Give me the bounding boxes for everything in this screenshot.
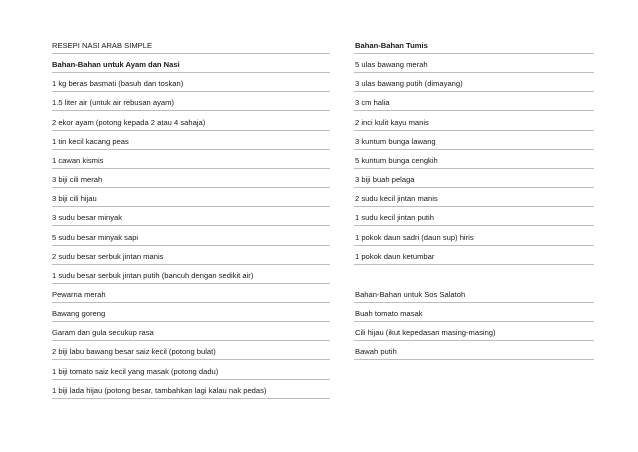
left-row-14: Pewarna merah — [52, 289, 106, 299]
right-row-8: 3 biji buah pelaga — [355, 175, 415, 185]
row-rule — [354, 187, 594, 188]
row-rule — [52, 283, 330, 284]
left-row-16: Garam dan gula secukup rasa — [52, 328, 154, 338]
left-row-18: 1 biji tomato saiz kecil yang masak (potong dadu) — [52, 366, 219, 376]
right-row-2: 5 ulas bawang merah — [355, 60, 428, 70]
right-row-11: 1 pokok daun sadri (daun sup) hiris — [355, 232, 474, 242]
row-rule — [52, 206, 330, 207]
right-row-6: 3 kuntum bunga lawang — [355, 136, 436, 146]
right-row-16: Cili hijau (ikut kepedasan masing-masing) — [355, 328, 496, 338]
row-rule — [52, 359, 330, 360]
row-rule — [354, 72, 594, 73]
row-rule — [354, 245, 594, 246]
row-rule — [52, 379, 330, 380]
row-rule — [354, 53, 594, 54]
left-row-19: 1 biji lada hijau (potong besar, tambahkan lagi kalau nak pedas) — [52, 385, 267, 395]
left-row-6: 1 tin kecil kacang peas — [52, 136, 129, 146]
right-row-4: 3 cm halia — [355, 98, 390, 108]
row-rule — [52, 187, 330, 188]
left-row-17: 2 biji labu bawang besar saiz kecil (potong bulat) — [52, 347, 216, 357]
row-rule — [52, 130, 330, 131]
right-row-7: 5 kuntum bunga cengkih — [355, 155, 438, 165]
row-rule — [52, 340, 330, 341]
right-row-15: Buah tomato masak — [355, 309, 423, 319]
row-rule — [354, 91, 594, 92]
left-row-5: 2 ekor ayam (potong kepada 2 atau 4 sahaja) — [52, 117, 206, 127]
row-rule — [52, 149, 330, 150]
row-rule — [354, 110, 594, 111]
right-row-1: Bahan-Bahan Tumis — [355, 41, 428, 50]
row-rule — [354, 149, 594, 150]
left-row-12: 2 sudu besar serbuk jintan manis — [52, 251, 164, 261]
left-row-2: Bahan-Bahan untuk Ayam dan Nasi — [52, 60, 180, 70]
left-row-9: 3 biji cili hijau — [52, 194, 97, 204]
row-rule — [52, 398, 330, 399]
row-rule — [354, 225, 594, 226]
left-row-4: 1.5 liter air (untuk air rebusan ayam) — [52, 98, 174, 108]
row-rule — [354, 302, 594, 303]
row-rule — [52, 72, 330, 73]
row-rule — [52, 302, 330, 303]
row-rule — [52, 168, 330, 169]
row-rule — [52, 245, 330, 246]
right-row-5: 2 inci kulit kayu manis — [355, 117, 429, 127]
row-rule — [354, 168, 594, 169]
row-rule — [354, 340, 594, 341]
right-row-12: 1 pokok daun ketumbar — [355, 251, 435, 261]
left-row-1: RESEPI NASI ARAB SIMPLE — [52, 41, 153, 50]
row-rule — [354, 321, 594, 322]
row-rule — [354, 359, 594, 360]
row-rule — [52, 110, 330, 111]
left-row-10: 3 sudu besar minyak — [52, 213, 123, 223]
right-row-3: 3 ulas bawang putih (dimayang) — [355, 79, 463, 89]
right-row-10: 1 sudu kecil jintan putih — [355, 213, 434, 223]
left-row-11: 5 sudu besar minyak sapi — [52, 232, 139, 242]
row-rule — [354, 130, 594, 131]
left-row-7: 1 cawan kismis — [52, 155, 104, 165]
row-rule — [354, 206, 594, 207]
left-row-8: 3 biji cili merah — [52, 175, 103, 185]
row-rule — [52, 321, 330, 322]
row-rule — [52, 264, 330, 265]
left-row-13: 1 sudu besar serbuk jintan putih (bancuh dengan sedikit air) — [52, 270, 254, 280]
row-rule — [354, 264, 594, 265]
right-row-14: Bahan-Bahan untuk Sos Salatoh — [355, 289, 466, 299]
row-rule — [52, 91, 330, 92]
row-rule — [52, 53, 330, 54]
right-row-9: 2 sudu kecil jintan manis — [355, 194, 438, 204]
right-row-17: Bawah putih — [355, 347, 397, 357]
row-rule — [52, 225, 330, 226]
left-row-15: Bawang goreng — [52, 309, 106, 319]
left-row-3: 1 kg beras basmati (basuh dan toskan) — [52, 79, 184, 89]
